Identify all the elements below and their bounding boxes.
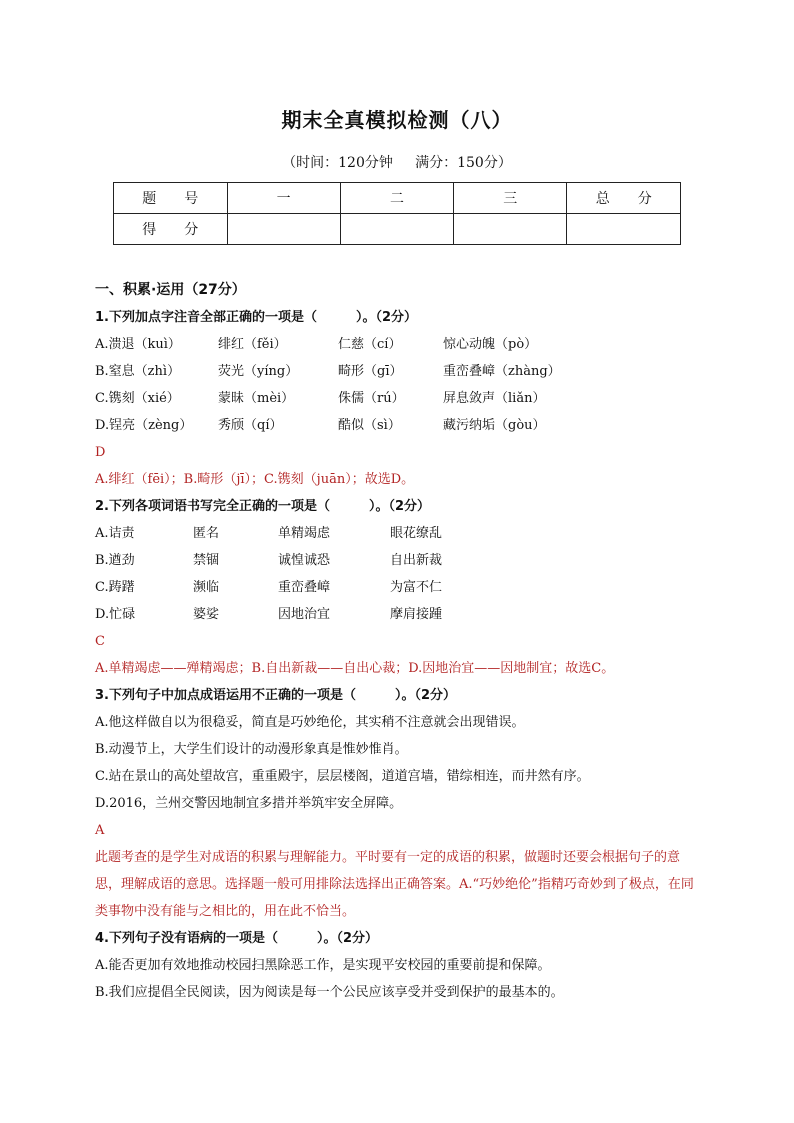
- score-header-1: 一: [227, 183, 340, 214]
- option-word: 秀颀（qí）: [218, 418, 283, 433]
- page-title: 期末全真模拟检测（八）: [281, 108, 513, 132]
- score-cell-total: [567, 214, 681, 245]
- question-2-answer: C: [95, 634, 105, 649]
- option-word: 为富不仁: [390, 580, 443, 595]
- question-1-stem: 1.下列加点字注音全部正确的一项是（ ）。（2分）: [95, 310, 418, 325]
- option-word: 侏儒（rú）: [338, 391, 405, 406]
- question-2-option-a: [95, 520, 715, 547]
- option-word: C.踌躇: [95, 580, 135, 595]
- option-word: 重峦叠嶂: [278, 580, 331, 595]
- option-word: 自出新裁: [390, 553, 443, 568]
- score-header-total: 总 分: [567, 183, 681, 214]
- exam-content: [95, 276, 715, 1006]
- score-cell-3: [454, 214, 567, 245]
- option-word: A.诘责: [95, 526, 135, 541]
- question-1-explanation: A.绯红（fēi）；B.畸形（jī）；C.镌刻（juān）；故选D。: [95, 472, 415, 487]
- question-4-stem: 4.下列句子没有语病的一项是（ ）。（2分）: [95, 931, 379, 946]
- question-2-option-b: [95, 547, 715, 574]
- question-3-option-d: D.2016，兰州交警因地制宜多措并举筑牢安全屏障。: [95, 796, 403, 811]
- option-word: 重峦叠嶂（zhàng）: [443, 364, 561, 379]
- option-word: A.溃退（kuì）: [95, 337, 181, 352]
- score-header-3: 三: [454, 183, 567, 214]
- option-word: 单精竭虑: [278, 526, 331, 541]
- score-header-label: 题 号: [114, 183, 228, 214]
- option-word: 荧光（yíng）: [218, 364, 299, 379]
- score-header-2: 二: [340, 183, 453, 214]
- question-3-stem: 3.下列句子中加点成语运用不正确的一项是（ ）。（2分）: [95, 688, 457, 703]
- exam-time-score: （时间：120分钟 满分：150分）: [282, 155, 512, 171]
- question-1-option-b: [95, 358, 715, 385]
- question-4-option-b: B.我们应提倡全民阅读，因为阅读是每一个公民应该享受并受到保护的最基本的。: [95, 985, 564, 1000]
- question-3-option-b: B.动漫节上，大学生们设计的动漫形象真是惟妙惟肖。: [95, 742, 408, 757]
- question-3-answer: A: [95, 823, 105, 838]
- option-word: 濒临: [193, 580, 220, 595]
- score-cell-1: [227, 214, 340, 245]
- question-1-option-d: [95, 412, 715, 439]
- question-2-option-c: [95, 574, 715, 601]
- score-table-score-row: [114, 214, 681, 245]
- question-2-stem: 2.下列各项词语书写完全正确的一项是（ ）。（2分）: [95, 499, 431, 514]
- score-cell-2: [340, 214, 453, 245]
- option-word: 蒙昧（mèi）: [218, 391, 295, 406]
- option-word: 仁慈（cí）: [338, 337, 402, 352]
- score-table: [113, 182, 681, 245]
- question-2-option-d: [95, 601, 715, 628]
- option-word: 摩肩接踵: [390, 607, 443, 622]
- option-word: B.遒劲: [95, 553, 135, 568]
- option-word: 禁锢: [193, 553, 220, 568]
- question-3-explanation: 此题考查的是学生对成语的积累与理解能力。平时要有一定的成语的积累，做题时还要会根据句子的意思，理解成语的意思。选择题一般可用排除法选择出正确答案。A.“巧妙绝伦”指精巧奇妙到了极点，在同类事物中没有能与之相比的，用在此不恰当。: [95, 850, 694, 919]
- option-word: 诚惶诚恐: [278, 553, 331, 568]
- option-word: 匿名: [193, 526, 220, 541]
- option-word: 因地治宜: [278, 607, 331, 622]
- option-word: C.镌刻（xié）: [95, 391, 180, 406]
- option-word: D.忙碌: [95, 607, 136, 622]
- option-word: 眼花缭乱: [390, 526, 443, 541]
- question-1-answer: D: [95, 445, 106, 460]
- option-word: 惊心动魄（pò）: [443, 337, 538, 352]
- option-word: 婆娑: [193, 607, 220, 622]
- option-word: B.窒息（zhì）: [95, 364, 181, 379]
- question-2-explanation: A.单精竭虑——殚精竭虑；B.自出新裁——自出心裁；D.因地治宜——因地制宜；故选C。: [95, 661, 615, 676]
- option-word: 屏息敛声（liǎn）: [443, 391, 546, 406]
- score-table-header-row: [114, 183, 681, 214]
- option-word: 畸形（gī）: [338, 364, 403, 379]
- question-1-option-c: [95, 385, 715, 412]
- score-row-label: 得 分: [114, 214, 228, 245]
- question-1-option-a: [95, 331, 715, 358]
- option-word: 绯红（fěi）: [218, 337, 287, 352]
- question-3-option-a: A.他这样做自以为很稳妥，简直是巧妙绝伦，其实稍不注意就会出现错误。: [95, 715, 525, 730]
- option-word: 酷似（sì）: [338, 418, 401, 433]
- section-heading: 一、积累·运用（27分）: [95, 282, 246, 298]
- option-word: D.锃亮（zèng）: [95, 418, 193, 433]
- question-4-option-a: A.能否更加有效地推动校园扫黑除恶工作，是实现平安校园的重要前提和保障。: [95, 958, 551, 973]
- option-word: 藏污纳垢（gòu）: [443, 418, 546, 433]
- question-3-option-c: C.站在景山的高处望故宫，重重殿宇，层层楼阁，道道宫墙，错综相连，而井然有序。: [95, 769, 590, 784]
